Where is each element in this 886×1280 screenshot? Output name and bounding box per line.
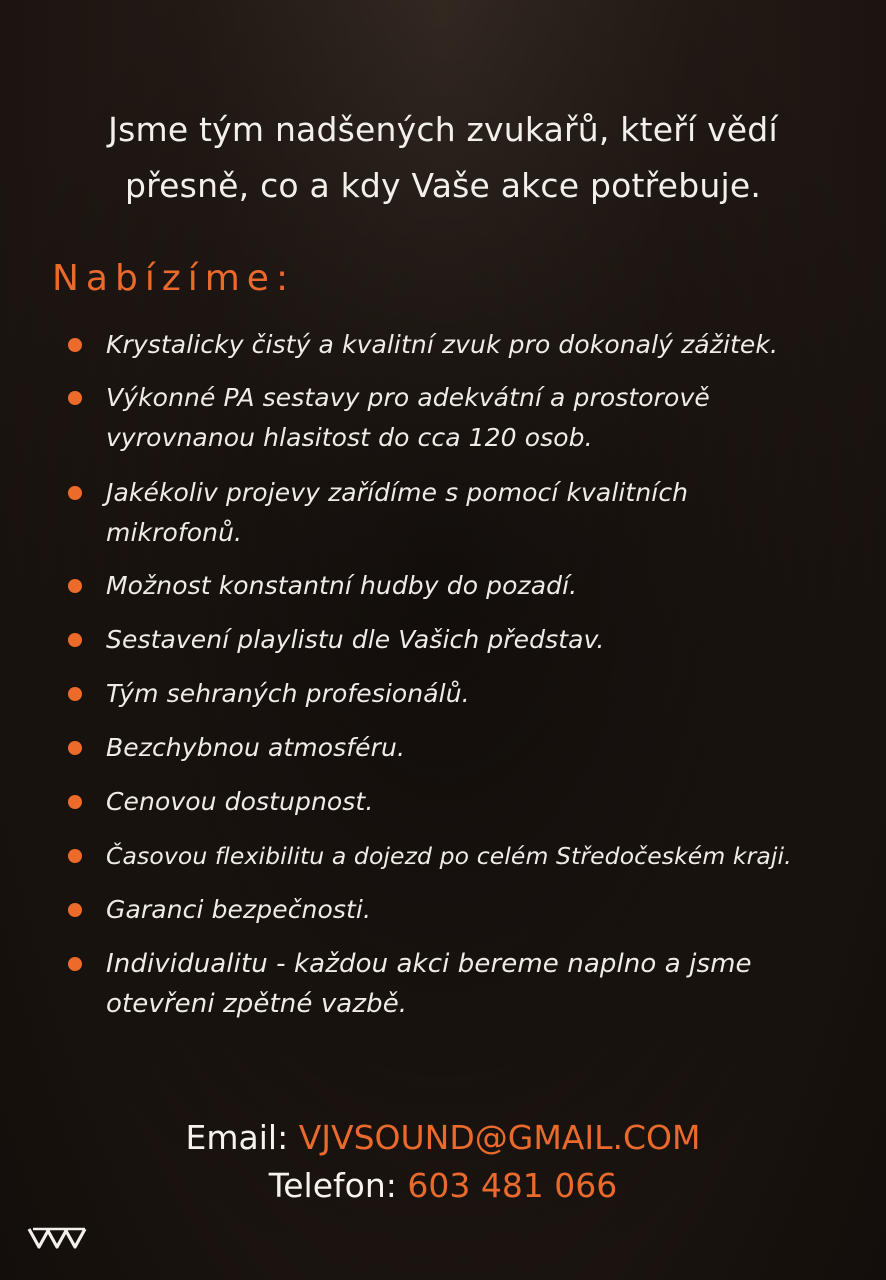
offer-item [68,325,868,365]
offer-title: Nabízíme: [52,258,296,299]
offer-item-text: Jakékoliv projevy zařídíme s pomocí kvalitních mikrofonů. [106,478,689,547]
offer-item-text: Cenovou dostupnost. [106,787,374,816]
offer-item-text: Individualitu - každou akci bereme naplno a jsme otevřeni zpětné vazbě. [106,949,752,1019]
bullet-icon [68,338,82,352]
offer-item [68,728,868,768]
email-label: Email: [185,1118,289,1157]
email-link[interactable]: VJVSOUND@GMAIL.COM [298,1118,701,1157]
offer-item [68,836,868,876]
bullet-icon [68,741,82,755]
offer-item [68,944,868,1024]
offer-item [68,566,868,606]
vjv-logo-icon [27,1226,89,1250]
phone-line [0,1166,886,1205]
offer-item-text: Garanci bezpečnosti. [106,895,372,924]
bullet-icon [68,391,82,405]
bullet-icon [68,957,82,971]
phone-label: Telefon: [268,1166,408,1205]
offer-item-text: Časovou flexibilitu a dojezd po celém Středočeském kraji. [106,842,792,870]
bullet-icon [68,795,82,809]
offer-item [68,620,868,660]
headline-line: Jsme tým nadšených zvukařů, kteří vědí [108,110,778,149]
offer-item-text: Výkonné PA sestavy pro adekvátní a prostorově vyrovnanou hlasitost do cca 120 osob. [106,383,710,452]
bullet-icon [68,579,82,593]
headline-line: přesně, co a kdy Vaše akce potřebuje. [124,166,762,205]
bullet-icon [68,849,82,863]
offer-item [68,378,868,458]
offer-item-text: Krystalicky čistý a kvalitní zvuk pro dokonalý zážitek. [106,330,779,359]
email-line [0,1118,886,1157]
phone-link[interactable]: 603 481 066 [407,1166,618,1205]
offer-item [68,674,868,714]
bullet-icon [68,486,82,500]
offer-item-text: Možnost konstantní hudby do pozadí. [106,571,578,600]
bullet-icon [68,903,82,917]
bullet-icon [68,687,82,701]
offer-item [68,473,868,553]
bullet-icon [68,633,82,647]
offer-item [68,890,868,930]
offer-item-text: Bezchybnou atmosféru. [106,733,405,762]
offer-item-text: Sestavení playlistu dle Vašich představ. [106,625,605,654]
offer-item-text: Tým sehraných profesionálů. [106,679,470,708]
headline [0,102,886,214]
offer-item [68,782,868,822]
